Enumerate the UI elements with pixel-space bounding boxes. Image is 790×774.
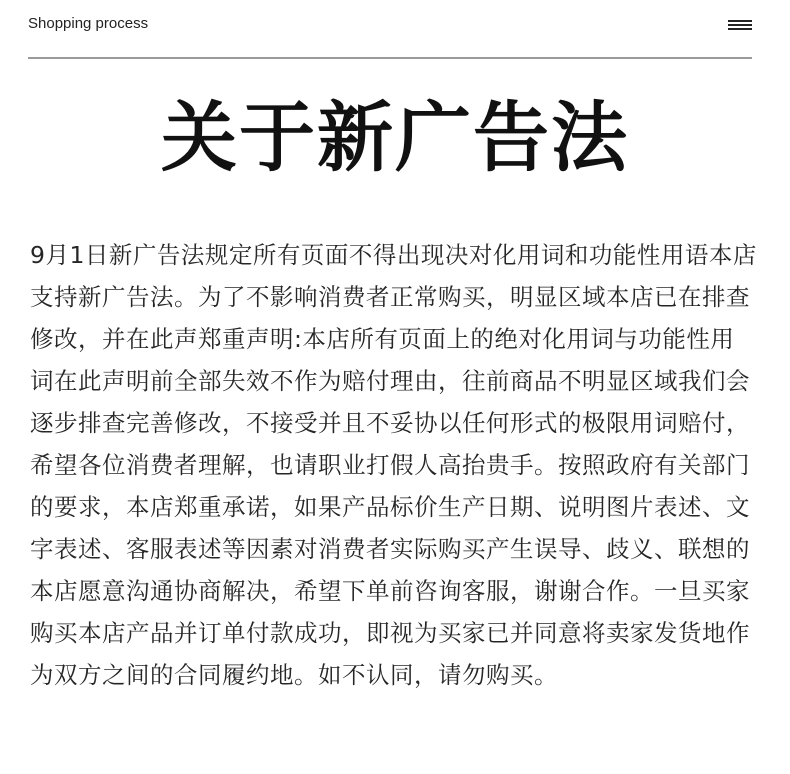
menu-icon-bar bbox=[728, 28, 752, 30]
section-label: Shopping process bbox=[28, 15, 149, 32]
menu-icon-bar bbox=[728, 20, 752, 22]
header-divider bbox=[28, 57, 752, 59]
notice-paragraph: 9月1日新广告法规定所有页面不得出现决对化用词和功能性用语本店支持新广告法。为了不影响消费者正常购买，明显区域本店已在排查修改，并在此声郑重声明:本店所有页面上的绝对化用词与功能性用词在此声明前全部失效不作为赔付理由，往前商品不明显区域我们会逐步排查完善修改，不接受并且不妥协以任何形式的极限用词赔付，希望各位消费者理解，也请职业打假人高抬贵手。按照政府有关部门的要求，本店郑重承诺，如果产品标价生产日期、说明图片表述、文字表述、客服表述等因素对消费者实际购买产生误导、歧义、联想的本店愿意沟通协商解决，希望下单前咨询客服，谢谢合作。一旦买家购买本店产品并订单付款成功，即视为买家已并同意将卖家发货地作为双方之间的合同履约地。如不认同，请勿购买。 bbox=[30, 241, 757, 689]
menu-icon-bar bbox=[728, 24, 752, 26]
page-header bbox=[28, 0, 752, 58]
page-title: 关于新广告法 bbox=[161, 93, 629, 182]
hamburger-menu-icon[interactable] bbox=[728, 20, 752, 31]
